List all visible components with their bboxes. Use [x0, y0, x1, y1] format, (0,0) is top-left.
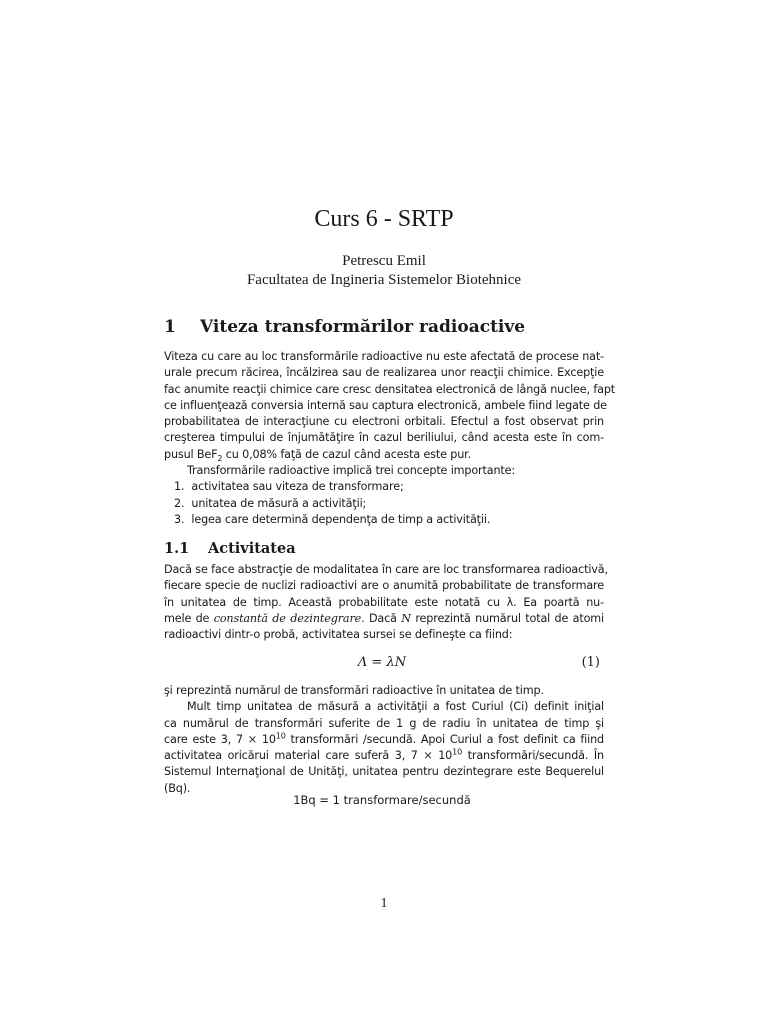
text-line: ce influenţează conversia internă sau captura electronică, ambele fiind legate de — [164, 398, 607, 412]
subsection-number: 1.1 — [164, 540, 190, 557]
superscript: 10 — [275, 731, 286, 741]
section-title: Viteza transformărilor radioactive — [200, 317, 526, 337]
italic-term: constantă de dezintegrare — [213, 611, 362, 625]
section1-paragraph — [164, 349, 616, 528]
section11-paragraph — [164, 562, 608, 643]
author-name: Petrescu Emil — [342, 253, 426, 269]
text-line — [164, 748, 604, 764]
section-heading-1 — [164, 317, 525, 337]
text-fragment: mele de — [164, 611, 214, 625]
list-text: legea care determină dependenţa de timp a activităţii. — [191, 512, 491, 526]
text-line: probabilitatea de interacţiune cu electroni orbitali. Efectul a fost observat prin — [164, 415, 604, 429]
list-item — [164, 479, 604, 495]
text-fragment: pusul BeF — [164, 447, 218, 461]
author-block — [0, 252, 768, 290]
text-line: Dacă se face abstracţie de modalitatea în care are loc transformarea radioactivă, — [164, 563, 608, 576]
text-line: creşterea timpului de înjumătăţire în cazul beriliului, când acesta este în com- — [164, 431, 604, 445]
equation-formula: Λ = λN — [357, 655, 407, 670]
text-fragment: . Dacă — [361, 611, 402, 625]
text-line: fac anumite reacţii chimice care cresc densitatea electronică de lângă nuclee, fapt — [164, 382, 616, 396]
text-fragment: care este 3, 7 × 10 — [164, 732, 276, 746]
list-item — [164, 496, 604, 512]
section-number: 1 — [164, 317, 176, 337]
text-line: urale precum răcirea, încălzirea sau de realizarea unor reacţii chimice. Excepţie — [164, 366, 604, 380]
text-line: (Bq). — [164, 781, 191, 795]
subsection-title: Activitatea — [208, 540, 296, 557]
text-line — [164, 447, 604, 463]
list-text: activitatea sau viteza de transformare; — [191, 480, 404, 494]
text-line: în unitatea de timp. Această probabilitate este notată cu λ. Ea poartă nu- — [164, 595, 604, 609]
list-number: 1. — [174, 480, 185, 494]
text-line: Sistemul Internaţional de Unităţi, unitatea pentru dezintegrare este Bequerelul — [164, 765, 604, 779]
text-fragment: reprezintă numărul total de atomi — [410, 611, 604, 625]
page-title: Curs 6 - SRTP — [314, 206, 454, 232]
subsection-heading-1-1 — [164, 540, 296, 557]
text-line: fiecare specie de nuclizi radioactivi are o anumită probabilitate de transformare — [164, 579, 604, 593]
text-line: Transformările radioactive implică trei concepte importante: — [187, 464, 515, 478]
text-line: Viteza cu care au loc transformările radioactive nu este afectată de procese nat- — [164, 350, 604, 363]
section11-paragraph-2 — [164, 683, 604, 797]
text-line: radioactivi dintr-o probă, activitatea sursei se defineşte ca fiind: — [164, 628, 513, 642]
math-variable: N — [401, 611, 411, 625]
text-fragment: transformări /secundă. Apoi Curiul a fost definit ca fiind — [285, 732, 604, 746]
text-fragment: transformări/secundă. În — [462, 749, 604, 763]
text-line: Mult timp unitatea de măsură a activităţii a fost Curiul (Ci) definit iniţial — [187, 700, 604, 714]
subscript: 2 — [217, 454, 223, 464]
list-text: unitatea de măsură a activităţii; — [191, 496, 367, 510]
text-line: ca numărul de transformări suferite de 1 g de radiu în unitatea de timp şi — [164, 716, 604, 730]
list-number: 2. — [174, 496, 185, 510]
text-fragment: activitatea oricărui material care suferă 3, 7 × 10 — [164, 749, 453, 763]
equation-number: (1) — [581, 655, 600, 670]
author-affiliation: Facultatea de Ingineria Sistemelor Biotehnice — [246, 272, 522, 288]
list-number: 3. — [174, 512, 185, 526]
list-item — [164, 512, 604, 528]
bq-definition: 1Bq = 1 transformare/secundă — [293, 793, 471, 807]
text-line: şi reprezintă numărul de transformări radioactive în unitatea de timp. — [164, 684, 544, 697]
superscript: 10 — [452, 747, 463, 757]
text-line — [164, 611, 604, 627]
page-number: 1 — [380, 896, 388, 911]
text-fragment: cu 0,08% faţă de cazul când acesta este pur. — [222, 447, 471, 461]
text-line — [164, 732, 604, 748]
